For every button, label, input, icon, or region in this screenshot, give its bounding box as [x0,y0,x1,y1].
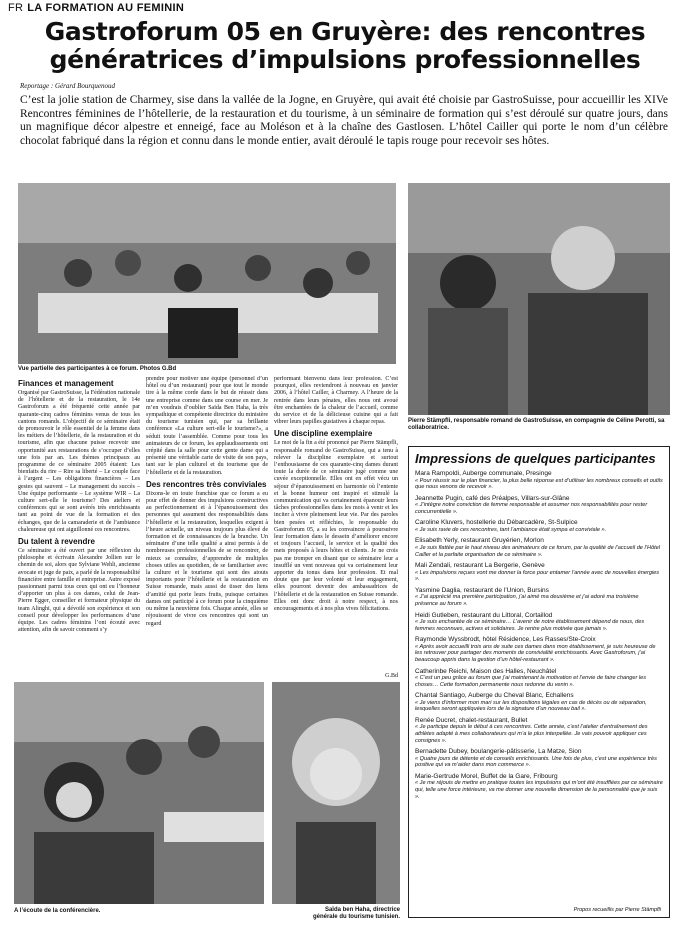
participant-name: Bernadette Dubey, boulangerie-pâtisserie, La Matze, Sion [415,748,582,756]
list-item [415,773,663,800]
paragraph: Ce séminaire a été ouvert par une réflexion du philosophe et écrivain Alexandre Jollien sur le chemin de soi, alors que Sylviane Wehli, ancienne avocate et juge de paix, a parlé de la responsabilité financière entre famille et entreprise. Autre exposé passionnant parmi tous ceux qui ont eu l’honneur d’apporter un plus à ces dames, celui de Jean-Pierre Egger, conseiller et formateur physique du team Alinghi, qui a dévoilé son expérience et son conseil pour développer les performances d’une équipe. Les cadres féminins l’ont écouté avec attention, afin de savoir comment s’y [18,548,140,634]
list-item [415,748,663,769]
participant-quote: « C’est un peu grâce au forum que j’ai maintenant la motivation et l’envie de faire changer les choses… Cette formation permanente nous redonne du venin ». [415,675,647,688]
participant-quote: « J’intègre notre conviction de femme responsable et assumer nos responsabilités pour rester concurrentielle ». [415,502,648,515]
paragraph: Le mot de la fin a été prononcé par Pierre Stämpfli, responsable romand de GastroSuisse, qui a tenu à relever la discipline exemplaire et surtout l’enthousiasme de ces quarante-cinq dames durant toute la durée de ce séminaire jugé comme une cuvée exceptionnelle. Elles ont en effet vécu un séjour d’épanouissement en harmonie où l’entente et la bonne humeur ont inspiré et stimulé la communication qui va certainement épanouir leurs tâches professionnelles dans les mois à venir et les inciter à vivre pleinement leur vie. Par des paroles bien pesées et réfléchies, le responsable du Gastroforum 05, a su les convaincre à poursuivre leur formation dans le dessein d’améliorer encore et toujours l’accueil, le service et la qualité des mets proposés à leurs hôtes et clients. Je ne crois pas me tromper en disant que ce séminaire leur a insufflé un vent nouveau qui va certainement leur apporter du tonus dans leur profession. Et mal doute que par leur volonté et leur engagement, elles pourront devenir des ambassadrices de l’hôtellerie et de la restauration en Suisse romande. Elles ont donc droit à notre respect, à nos encouragements et à nos plus vives félicitations. [274,440,398,613]
participant-name: Marie-Gertrude Morel, Buffet de la Gare, Fribourg [415,772,558,780]
impressions-list [415,470,663,800]
headline: Gastroforum 05 en Gruyère: des rencontres génératrices d’impulsions professionnelles [44,17,646,74]
author-signature: G.Bd [385,673,398,679]
section-kicker [8,2,184,14]
section-prefix: FR [8,2,24,14]
impressions-box [408,446,670,918]
section-label: LA FORMATION AU FEMININ [27,2,185,14]
paragraph: Dixons-le en toute franchise que ce forum a eu pour effet de donner des impulsions constructives au perfectionnement et à l’épanouissement des personnes qui assument des responsabilités dans l’hôtellerie et la restauration, lesquelles exigent à l’heure actuelle, un niveau toujours plus élevé de formation et de connaissances de la branche. Un séminaire d’une telle qualité a ainsi permis à de nombreuses professionnelles de se rencontrer, de mieux se connaître, d’apprendre de multiples choses utiles au quotidien, de se familiariser avec la culture et le tourisme qui sont des atouts importants pour l’hôtellerie et la restauration en Suisse romande, mais aussi de tisser des liens d’amitié qui porte leurs fruits, puisque certaines dames ont participé à ce forum pour la cinquième ou même la neuvième fois. Chaque année, elles se réjouissent de vivre ces rencontres qui sont un regard [146,490,268,627]
participant-name: Elisabeth Yerly, restaurant Gruyérien, Morlon [415,537,544,545]
caption-photo-staempfli: Pierre Stämpfli, responsable romand de GastroSuisse, en compagnie de Céline Perotti, sa collaboratrice. [408,418,665,431]
list-item [415,668,663,689]
participant-quote: « Les impulsions reçues vont me donner la force pour entamer l’année avec de nouvelles énergies ». [415,569,660,583]
participant-quote: « Après avoir accueilli trois ans de suite ces dames dans mon établissement, je suis heureuse de les retrouver pour partager des moments de convivialité enrichissants. Avec Gastroforum, j’ai beaucoup appris dans la gestion d’un hôtel-restaurant ». [415,643,656,663]
photo-staempfli-perotti [408,183,670,415]
subhead-rencontres: Des rencontres très conviviales [146,479,267,489]
list-item [415,612,663,633]
participant-name: Heidi Gutleben, restaurant du Littoral, Cortaillod [415,611,553,619]
participant-quote: « Je suis flattée par le haut niveau des animateurs de ce forum, par la qualité de l’accueil de l’Hôtel Cailler et la parfaite organisation de ce séminaire ». [415,544,661,558]
participant-name: Chantal Santiago, Auberge du Cheval Blanc, Echallens [415,692,574,700]
participant-quote: « Pour réussir sur le plan financier, la plus belle réponse est d’utiliser les nombreux conseils et outils que nous venons de recevoir ». [415,477,663,491]
subhead-discipline: Une discipline exemplaire [274,429,373,439]
impressions-title: Impressions de quelques participantes [415,451,656,466]
list-item [415,562,663,583]
article-column-3 [274,376,398,672]
participant-name: Yasmine Daglia, restaurant de l’Union, Bursins [415,586,549,594]
participant-quote: « Quatre jours de détente et de conseils enrichissants. Une fois de plus, c’est une expérience très positive qui va m’aider dans mon commerce ». [415,755,657,769]
photo-participants [18,183,396,364]
participant-name: Jeannette Pugin, café des Préalpes, Villars-sur-Glâne [415,494,570,502]
photo-audience [14,682,264,904]
byline: Reportage : Gérard Bourquenoud [20,82,115,90]
caption-photo-audience: A l’écoute de la conférencière. [14,908,101,914]
list-item [415,692,663,713]
paragraph: Organisé par GastroSuisse, la Fédération nationale de l’hôtellerie et de la restauration, le 14e Gastroforum a été fréquenté cette année par quarante-cinq cadres féminins venus de tous les cantons romands. L’objectif de ce séminaire était de promouvoir le rôle essentiel de la femme dans les métiers de l’hôtellerie, de la restauration et du tourisme, afin que chacune puisse recevoir une opportunité aux restaurations de s’occuper d’elles une fois par an. Les thèmes principaux au programme de ce séminaire 2005 étaient: Les bienfaits du rire – Rire sa liberté – Le couple face à l’argent – Les obligations financières – Les gestes qui sauvent – Le management du succès – Une équipe performante – Le système WIR – La culture sert-elle le tourisme? Des ateliers et conférences qui se sont avérés très enrichissants tant au point de vue de la formation et des échanges, que de la camaraderie et de l’ambiance chaleureuse qui ont aiguillonné ces rencontres. [18,390,140,533]
subhead-finances: Finances et management [18,379,114,388]
paragraph: prendre pour motiver une équipe (personnel d’un hôtel ou d’un restaurant) pour que tout le monde tire à la même corde dans le but de réussir dans une entreprise comme dans une course en mer. Je m’en voudrais d’oublier Saïda Ben Haha, la très sympathique et compétente directrice du ministère du tourisme tunisien qui, par sa brillante conférence «La culture sert-elle le tourisme?», a séduit toute l’assemblée. Comme pour tous les animateurs de ce forum, les applaudissements ont crépité dans la salle pour cette gente dame qui a présenté une véritable carte de visite de son pays, tant sur le plan culturel et du tourisme que de l’hôtellerie et de la restauration. [146,376,268,476]
list-item [415,537,663,558]
participant-quote: « Je me réjouis de mettre en pratique toutes les impulsions qui m’ont été insufflées par ce séminaire qui, telle une force intérieure, va me donner une nouvelle dimension de la personnalité que je suis ». [415,780,663,800]
list-item [415,717,663,744]
list-item [415,587,663,608]
list-item [415,519,663,533]
participant-quote: « Je suis enchantée de ce séminaire… L’avenir de notre établissement dépend de nous, des femmes reconnues, actives et solidaires. Je rentre plus motivée que jamais ». [415,619,645,632]
participant-name: Raymonde Wyssbrodt, hôtel Résidence, Les Rasses/Ste-Croix [415,636,596,644]
article-column-1 [18,376,140,680]
caption-photo-saida: Saïda ben Haha, directrice générale du tourisme tunisien. [312,907,400,920]
participant-quote: « J’ai apprécié ma première participation, j’ai aimé ma deuxième et j’ai adoré ma troisième présence au forum ». [415,594,639,607]
list-item [415,636,663,663]
list-item [415,495,663,516]
impressions-credit: Propos recueillis par Pierre Stämpfli [573,907,661,913]
paragraph: performant bienvenu dans leur profession. C’est pourquoi, elles reviendront à nouveau en janvier 2006, à l’hôtel Cailler, à Charmey. A l’heure de la rentrée dans leurs pénates, elles nous ont avoué être enchantées de la chaleur de l’accueil, comme du service et de la délicieuse cuisine qui a fait vibrer leurs papilles gustatives à chaque repas. [274,376,398,426]
article-column-2 [146,376,268,680]
list-item [415,470,663,491]
participant-name: Renée Ducret, chalet-restaurant, Bullet [415,716,528,724]
participant-name: Caroline Kluvers, hostellerie du Débarcadère, St-Sulpice [415,519,578,527]
participant-name: Mara Rampoldi, Auberge communale, Presinge [415,470,552,477]
participant-quote: « Je participe depuis le début à ces rencontres. Cette année, c’est l’atelier d’entraînement des athlètes adapté à mes collaborateurs qui m’a le plus interpellée. Je vais pouvoir appliquer ces consignes ». [415,724,648,744]
lead-paragraph: C’est la jolie station de Charmey, sise dans la vallée de la Jogne, en Gruyère, qui avait été choisie par GastroSuisse, pour accueillir les XIVe Rencontres féminines de l’hôtellerie, de la restauration et du tourisme, à un séminaire de formation qui s’est déroulé sur quatre jours, dans un magnifique décor alpestre et enneigé, face au Moléson et à la chaîne des Gastlosen. L’hôtel Cailler qui porte le nom d’un célèbre chocolat fabriqué dans la région et connu dans le monde entier, avait déroulé le tapis rouge pour recevoir ses hôtes. [20,94,668,147]
photo-saida-ben-haha [272,682,400,904]
participant-name: Catherinbe Reichi, Maison des Halles, Neuchâtel [415,667,557,675]
caption-photo-participants: Vue partielle des participantes à ce forum. Photos G.Bd [18,366,177,372]
participant-quote: « Je viens d’informer mon mari sur les dispositions légales en cas de décès ou de séparation, lesquelles seront appliquées lors de la signature d’un nouveau bail ». [415,699,647,713]
subhead-talent: Du talent à revendre [18,537,95,547]
participant-name: Mali Zendali, restaurant La Bergerie, Genève [415,562,545,570]
participant-quote: « Je suis ravie de ces rencontres, tant l’ambiance était sympa et conviviale ». [415,526,607,533]
